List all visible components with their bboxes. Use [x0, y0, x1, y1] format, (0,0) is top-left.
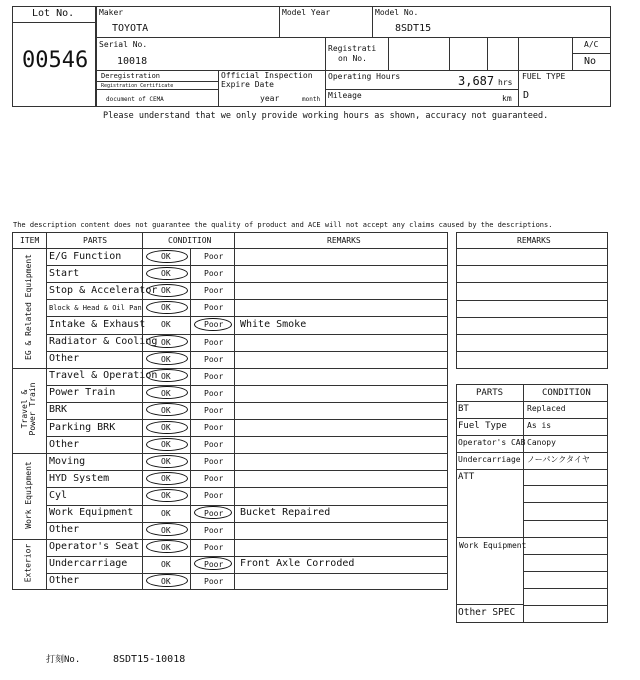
ok-selected-circle [146, 250, 188, 263]
maker-value: TOYOTA [112, 23, 149, 34]
group-label: Work Equipment [24, 461, 33, 529]
serial-no-label: Serial No. [99, 40, 148, 49]
ok-selected-circle [146, 523, 188, 536]
maker-label: Maker [99, 8, 124, 17]
operating-hours-label: Operating Hours [328, 72, 401, 81]
spec-condition-header: CONDITION [542, 388, 591, 398]
ok-selected-circle [146, 438, 188, 451]
part-name: Other [49, 575, 80, 587]
spec-condition: ノーパンクタイヤ [527, 455, 590, 464]
parts-header: PARTS [83, 236, 108, 245]
deregistration-label: Deregistration [101, 72, 161, 80]
part-name: Other [49, 524, 80, 536]
remark-text: White Smoke [240, 318, 307, 330]
lot-no-value: 00546 [22, 48, 89, 73]
inspection-label-1: Official Inspection [221, 71, 313, 80]
part-name: Start [49, 267, 80, 279]
part-name: Radiator & Cooling [49, 336, 158, 347]
condition-poor: Poor [204, 371, 224, 381]
condition-ok: OK [161, 440, 171, 450]
part-name: Other [49, 438, 80, 450]
group-label: EG & Related Equipment [24, 253, 33, 360]
remarks-header: REMARKS [327, 236, 361, 245]
ac-label: A/C [584, 40, 599, 49]
condition-poor: Poor [204, 405, 224, 415]
condition-ok: OK [161, 457, 171, 467]
ok-selected-circle [146, 284, 188, 297]
registration-label-2: on No. [338, 54, 367, 63]
right-remarks-header: REMARKS [517, 236, 551, 245]
ok-selected-circle [146, 267, 188, 280]
document-label: document of CEMA [106, 96, 164, 103]
stamp-label: 打刻No. [46, 655, 81, 665]
ok-selected-circle [146, 335, 188, 348]
condition-ok: OK [161, 525, 171, 535]
fuel-type-value: D [523, 90, 530, 101]
condition-ok: OK [161, 508, 171, 518]
condition-poor: Poor [204, 542, 224, 552]
condition-ok: OK [161, 542, 171, 552]
part-name: BRK [49, 404, 68, 416]
stamp-value: 8SDT15-10018 [113, 654, 186, 665]
condition-ok: OK [161, 252, 171, 261]
condition-ok: OK [161, 337, 171, 347]
condition-ok: OK [161, 423, 171, 432]
spec-other-spec-label: Other SPEC [458, 607, 516, 618]
condition-ok: OK [161, 491, 171, 501]
condition-poor: Poor [204, 286, 224, 296]
condition-ok: OK [161, 576, 171, 586]
condition-poor: Poor [204, 269, 224, 279]
part-name: Moving [49, 455, 86, 467]
condition-ok: OK [161, 388, 171, 398]
ac-value: No [584, 56, 597, 67]
condition-header: CONDITION [168, 236, 212, 245]
part-name: Undercarriage [49, 558, 128, 570]
condition-ok: OK [161, 371, 171, 381]
condition-poor: Poor [204, 354, 224, 364]
condition-poor: Poor [204, 320, 224, 330]
condition-poor: Poor [204, 576, 224, 586]
condition-poor: Poor [204, 559, 224, 569]
ok-selected-circle [146, 352, 188, 365]
condition-ok: OK [161, 269, 171, 279]
group-label: Exterior [23, 544, 33, 583]
operating-hours-value: 3,687 [458, 74, 495, 88]
part-name: Travel & Operation [49, 370, 158, 382]
remark-text: Bucket Repaired [240, 507, 331, 518]
hours-notice: Please understand that we only provide working hours as shown, accuracy not guaranteed. [103, 111, 549, 121]
part-name: Stop & Accelerator [49, 284, 158, 296]
poor-selected-circle [194, 506, 232, 519]
condition-poor: Poor [204, 508, 224, 518]
ok-selected-circle [146, 472, 188, 485]
condition-poor: Poor [204, 252, 224, 261]
spec-part: Undercarriage [458, 455, 521, 464]
ok-selected-circle [146, 489, 188, 502]
part-name: Block & Head & Oil Pan [49, 303, 142, 312]
disclaimer-text: The description content does not guarantee the quality of product and ACE will not accept any claims caused by the descriptions. [13, 221, 553, 229]
part-name: HYD System [49, 472, 110, 484]
fuel-type-label: FUEL TYPE [522, 72, 566, 81]
model-no-label: Model No. [375, 8, 419, 17]
part-name: Intake & Exhaust [49, 318, 146, 330]
condition-ok: OK [161, 354, 171, 364]
item-header: ITEM [20, 236, 40, 245]
condition-ok: OK [161, 405, 171, 415]
spec-part: BT [458, 404, 469, 414]
condition-poor: Poor [204, 423, 224, 432]
model-no-value: 8SDT15 [395, 23, 432, 34]
inspection-label-2: Expire Date [221, 80, 274, 89]
ok-selected-circle [146, 455, 188, 468]
registration-certificate-label: Registration Certificate [101, 83, 174, 89]
remark-text: Front Axle Corroded [240, 558, 355, 570]
spec-condition: Replaced [527, 404, 566, 413]
condition-poor: Poor [204, 388, 224, 398]
condition-poor: Poor [204, 491, 224, 501]
ok-selected-circle [146, 301, 188, 314]
condition-poor: Poor [204, 474, 224, 484]
spec-part: Operator's CAB [458, 438, 526, 447]
part-name: Other [49, 353, 80, 365]
part-name: Parking BRK [49, 421, 116, 433]
part-name: Cyl [49, 489, 68, 501]
spec-part: ATT [458, 472, 475, 482]
group-label: Travel & Power Train [20, 382, 37, 436]
condition-poor: Poor [204, 457, 224, 467]
ok-selected-circle [146, 421, 188, 434]
spec-parts-header: PARTS [476, 388, 504, 398]
mileage-label: Mileage [328, 91, 362, 100]
condition-ok: OK [161, 303, 171, 313]
model-year-label: Model Year [282, 8, 331, 17]
part-name: Power Train [49, 387, 116, 399]
part-name: E/G Function [49, 250, 122, 262]
serial-no-value: 10018 [117, 56, 148, 67]
condition-poor: Poor [204, 440, 224, 450]
hrs-unit: hrs [498, 78, 513, 87]
condition-ok: OK [161, 559, 171, 569]
condition-ok: OK [161, 286, 171, 296]
condition-poor: Poor [204, 525, 224, 535]
spec-condition: As is [527, 421, 552, 430]
spec-work-equipment-label: Work Equipment [459, 541, 527, 550]
part-name: Work Equipment [49, 507, 134, 518]
poor-selected-circle [194, 318, 232, 331]
condition-poor: Poor [204, 337, 224, 347]
year-label: year [260, 94, 280, 103]
spec-condition: Canopy [527, 438, 556, 447]
registration-label-1: Registrati [328, 44, 377, 53]
condition-poor: Poor [204, 303, 224, 313]
part-name: Operator's Seat [49, 541, 140, 553]
lot-no-label: Lot No. [32, 8, 75, 19]
km-unit: km [502, 94, 512, 103]
condition-ok: OK [161, 320, 171, 330]
month-label: month [302, 96, 321, 103]
spec-part: Fuel Type [458, 421, 507, 431]
condition-ok: OK [161, 474, 171, 484]
